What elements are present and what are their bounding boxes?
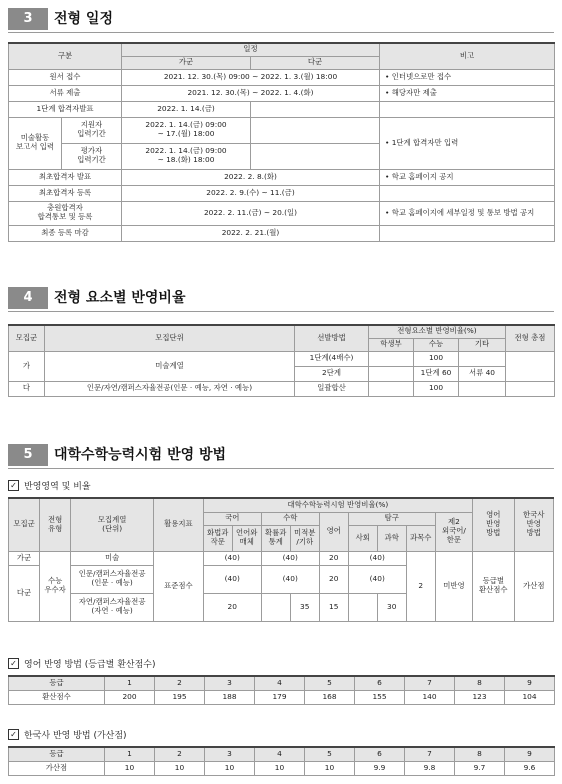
unit-da: 인문/자연/캠퍼스자율전공(인문 · 예능, 자연 · 예능) bbox=[45, 381, 295, 396]
method-stage1: 1단계(4배수) bbox=[295, 351, 369, 366]
applicant-period-date: 2022. 1. 14.(금) 09:00 ~ 17.(월) 18:00 bbox=[122, 117, 251, 143]
row-date: 2022. 2. 21.(월) bbox=[122, 225, 380, 241]
grade-score: 9.8 bbox=[405, 761, 455, 775]
grade-header: 6 bbox=[355, 676, 405, 690]
header-da: 다군 bbox=[251, 56, 380, 69]
grade-header: 5 bbox=[305, 747, 355, 761]
row-date: 2022. 1. 14.(금) bbox=[122, 101, 251, 117]
header-note: 비고 bbox=[380, 43, 555, 69]
grade-header: 9 bbox=[505, 747, 555, 761]
section-number: 3 bbox=[8, 8, 48, 30]
grade-header: 9 bbox=[505, 676, 555, 690]
method-da: 일괄합산 bbox=[295, 381, 369, 396]
empty-cell bbox=[380, 185, 555, 201]
grade-header: 2 bbox=[155, 676, 205, 690]
header-ratio: 전형요소별 반영비율(%) bbox=[369, 325, 506, 338]
grade-score: 10 bbox=[255, 761, 305, 775]
header-skill: 수능 bbox=[414, 338, 459, 351]
grade-header: 7 bbox=[405, 676, 455, 690]
header-k1: 화법과 작문 bbox=[203, 525, 232, 551]
row-label: 가산점 bbox=[9, 761, 105, 775]
da1-tamgu: (40) bbox=[348, 565, 406, 593]
row-label: 환산점수 bbox=[9, 690, 105, 704]
empty-cell bbox=[380, 225, 555, 241]
empty-cell bbox=[251, 101, 380, 117]
da1-math: (40) bbox=[261, 565, 319, 593]
empty-cell bbox=[506, 351, 555, 381]
schedule-table bbox=[8, 42, 555, 242]
grade-header: 3 bbox=[205, 747, 255, 761]
ga-korean: (40) bbox=[203, 551, 261, 565]
grade-header: 3 bbox=[205, 676, 255, 690]
row-date: 2022. 2. 9.(수) ~ 11.(금) bbox=[122, 185, 380, 201]
header-ga: 가군 bbox=[122, 56, 251, 69]
checkbox-icon: ✓ bbox=[8, 729, 19, 740]
stage2-skill: 1단계 60 bbox=[414, 366, 459, 381]
checkbox-icon: ✓ bbox=[8, 480, 19, 491]
grade-score: 168 bbox=[305, 690, 355, 704]
group-da: 다군 bbox=[9, 565, 40, 621]
section-3-header bbox=[8, 8, 554, 30]
method-stage2: 2단계 bbox=[295, 366, 369, 381]
grade-score: 10 bbox=[305, 761, 355, 775]
header-total: 전형 총점 bbox=[506, 325, 555, 351]
empty-cell bbox=[251, 143, 380, 169]
empty-cell bbox=[459, 351, 506, 366]
row-label: 서류 제출 bbox=[9, 85, 122, 101]
row-date: 2022. 2. 8.(화) bbox=[122, 169, 380, 185]
stage2-other: 서류 40 bbox=[459, 366, 506, 381]
csat-table bbox=[8, 497, 554, 622]
header-science: 과학 bbox=[377, 525, 406, 551]
grade-header: 1 bbox=[105, 747, 155, 761]
row-label: 1단계 합격자발표 bbox=[9, 101, 122, 117]
grade-score: 10 bbox=[205, 761, 255, 775]
type-csat: 수능 우수자 bbox=[40, 551, 71, 621]
grade-score: 10 bbox=[155, 761, 205, 775]
sub-heading-english: ✓ 영어 반영 방법 (등급별 환산점수) bbox=[8, 657, 156, 670]
section-title: 전형 요소별 반영비율 bbox=[54, 290, 186, 306]
empty-cell bbox=[459, 381, 506, 396]
section-4-header bbox=[8, 287, 554, 309]
header-english: 영어 bbox=[319, 512, 348, 551]
row-label: 원서 접수 bbox=[9, 69, 122, 85]
grade-score: 195 bbox=[155, 690, 205, 704]
da1-korean: (40) bbox=[203, 565, 261, 593]
row-label: 충원합격자 합격통보 및 등록 bbox=[9, 201, 122, 225]
subject-count: 2 bbox=[406, 551, 435, 621]
row-note: • 학교 홈페이지에 세부일정 및 통보 방법 공지 bbox=[380, 201, 555, 225]
ga-math: (40) bbox=[261, 551, 319, 565]
english-grade-table bbox=[8, 675, 555, 705]
header-subject-count: 과목수 bbox=[406, 525, 435, 551]
grade-header: 5 bbox=[305, 676, 355, 690]
header-second-lang: 제2 외국어/ 한문 bbox=[435, 512, 472, 551]
grade-header: 2 bbox=[155, 747, 205, 761]
grade-header: 8 bbox=[455, 747, 505, 761]
header-unit: 모집단위 bbox=[45, 325, 295, 351]
grade-score: 9.9 bbox=[355, 761, 405, 775]
grade-score: 10 bbox=[105, 761, 155, 775]
empty-cell bbox=[369, 351, 414, 366]
divider bbox=[8, 32, 554, 33]
second-lang: 미반영 bbox=[435, 551, 472, 621]
art-report-label: 미술활동 보고서 입력 bbox=[9, 117, 62, 169]
header-grade: 등급 bbox=[9, 676, 105, 690]
da-value: 100 bbox=[414, 381, 459, 396]
grade-header: 8 bbox=[455, 676, 505, 690]
grade-header: 6 bbox=[355, 747, 405, 761]
header-gubun: 구분 bbox=[9, 43, 122, 69]
evaluator-period-date: 2022. 1. 14.(금) 09:00 ~ 18.(화) 18:00 bbox=[122, 143, 251, 169]
applicant-period-label: 지원자 입력기간 bbox=[62, 117, 122, 143]
checkbox-icon: ✓ bbox=[8, 658, 19, 669]
header-history-method: 한국사 반영 방법 bbox=[514, 498, 553, 551]
da1-english: 20 bbox=[319, 565, 348, 593]
header-schedule: 일정 bbox=[122, 43, 380, 56]
header-record: 학생부 bbox=[369, 338, 414, 351]
grade-score: 9.7 bbox=[455, 761, 505, 775]
header-tamgu: 탐구 bbox=[348, 512, 435, 525]
empty-cell bbox=[369, 366, 414, 381]
grade-score: 200 bbox=[105, 690, 155, 704]
row-note: • 1단계 합격자만 입력 bbox=[380, 117, 555, 169]
sub-heading-ratio: ✓ 반영영역 및 비율 bbox=[8, 479, 91, 492]
grade-header: 4 bbox=[255, 747, 305, 761]
divider bbox=[8, 311, 554, 312]
header-csat-ratio: 대학수학능력시험 반영비율(%) bbox=[203, 498, 472, 512]
header-grade: 등급 bbox=[9, 747, 105, 761]
grade-score: 104 bbox=[505, 690, 555, 704]
da2-math: 35 bbox=[290, 593, 319, 621]
section-number: 5 bbox=[8, 444, 48, 466]
history-method: 가산점 bbox=[514, 551, 553, 621]
section-title: 대학수학능력시험 반영 방법 bbox=[54, 447, 227, 463]
group-ga: 가 bbox=[9, 351, 45, 381]
row-label: 최종 등록 마감 bbox=[9, 225, 122, 241]
header-math: 수학 bbox=[261, 512, 319, 525]
unit-art: 미술계열 bbox=[45, 351, 295, 381]
row-label: 최초합격자 발표 bbox=[9, 169, 122, 185]
row-date: 2022. 2. 11.(금) ~ 20.(일) bbox=[122, 201, 380, 225]
row-date: 2021. 12. 30.(목) ~ 2022. 1. 4.(화) bbox=[122, 85, 380, 101]
header-korean: 국어 bbox=[203, 512, 261, 525]
grade-score: 155 bbox=[355, 690, 405, 704]
grade-score: 9.6 bbox=[505, 761, 555, 775]
grade-header: 1 bbox=[105, 676, 155, 690]
grade-header: 4 bbox=[255, 676, 305, 690]
ga-english: 20 bbox=[319, 551, 348, 565]
grade-score: 188 bbox=[205, 690, 255, 704]
ga-tamgu: (40) bbox=[348, 551, 406, 565]
unit-art: 미술 bbox=[71, 551, 154, 565]
index-standard: 표준점수 bbox=[154, 551, 204, 621]
header-type: 전형 유형 bbox=[40, 498, 71, 551]
row-note: • 인터넷으로만 접수 bbox=[380, 69, 555, 85]
header-unit: 모집계열 (단위) bbox=[71, 498, 154, 551]
section-number: 4 bbox=[8, 287, 48, 309]
header-method: 선발방법 bbox=[295, 325, 369, 351]
header-group: 모집군 bbox=[9, 498, 40, 551]
header-english-method: 영어 반영 방법 bbox=[473, 498, 514, 551]
empty-cell bbox=[380, 101, 555, 117]
header-k2: 언어와 매체 bbox=[232, 525, 261, 551]
empty-cell bbox=[506, 381, 555, 396]
grade-score: 123 bbox=[455, 690, 505, 704]
header-index: 활용지표 bbox=[154, 498, 204, 551]
unit-da1: 인문/캠퍼스자율전공 (인문 · 예능) bbox=[71, 565, 154, 593]
history-grade-table bbox=[8, 746, 555, 776]
divider bbox=[8, 468, 554, 469]
stage1-value: 100 bbox=[414, 351, 459, 366]
english-method: 등급별 환산점수 bbox=[473, 551, 514, 621]
group-ga: 가군 bbox=[9, 551, 40, 565]
header-group: 모집군 bbox=[9, 325, 45, 351]
row-note: • 학교 홈페이지 공지 bbox=[380, 169, 555, 185]
group-da: 다 bbox=[9, 381, 45, 396]
empty-cell bbox=[251, 117, 380, 143]
header-m1: 확률과 통계 bbox=[261, 525, 290, 551]
empty-cell bbox=[369, 381, 414, 396]
grade-score: 140 bbox=[405, 690, 455, 704]
header-other: 기타 bbox=[459, 338, 506, 351]
empty-cell bbox=[261, 593, 290, 621]
row-label: 최초합격자 등록 bbox=[9, 185, 122, 201]
grade-score: 179 bbox=[255, 690, 305, 704]
header-social: 사회 bbox=[348, 525, 377, 551]
grade-header: 7 bbox=[405, 747, 455, 761]
da2-korean: 20 bbox=[203, 593, 261, 621]
da2-english: 15 bbox=[319, 593, 348, 621]
section-5-header bbox=[8, 444, 554, 466]
section-title: 전형 일정 bbox=[54, 11, 113, 27]
ratio-table bbox=[8, 324, 555, 397]
empty-cell bbox=[348, 593, 377, 621]
unit-da2: 자연/캠퍼스자율전공 (자연 · 예능) bbox=[71, 593, 154, 621]
row-date: 2021. 12. 30.(목) 09:00 ~ 2022. 1. 3.(월) 18:00 bbox=[122, 69, 380, 85]
sub-heading-history: ✓ 한국사 반영 방법 (가산점) bbox=[8, 728, 127, 741]
da2-science: 30 bbox=[377, 593, 406, 621]
row-note: • 해당자만 제출 bbox=[380, 85, 555, 101]
evaluator-period-label: 평가자 입력기간 bbox=[62, 143, 122, 169]
header-m2: 미적분 /기하 bbox=[290, 525, 319, 551]
